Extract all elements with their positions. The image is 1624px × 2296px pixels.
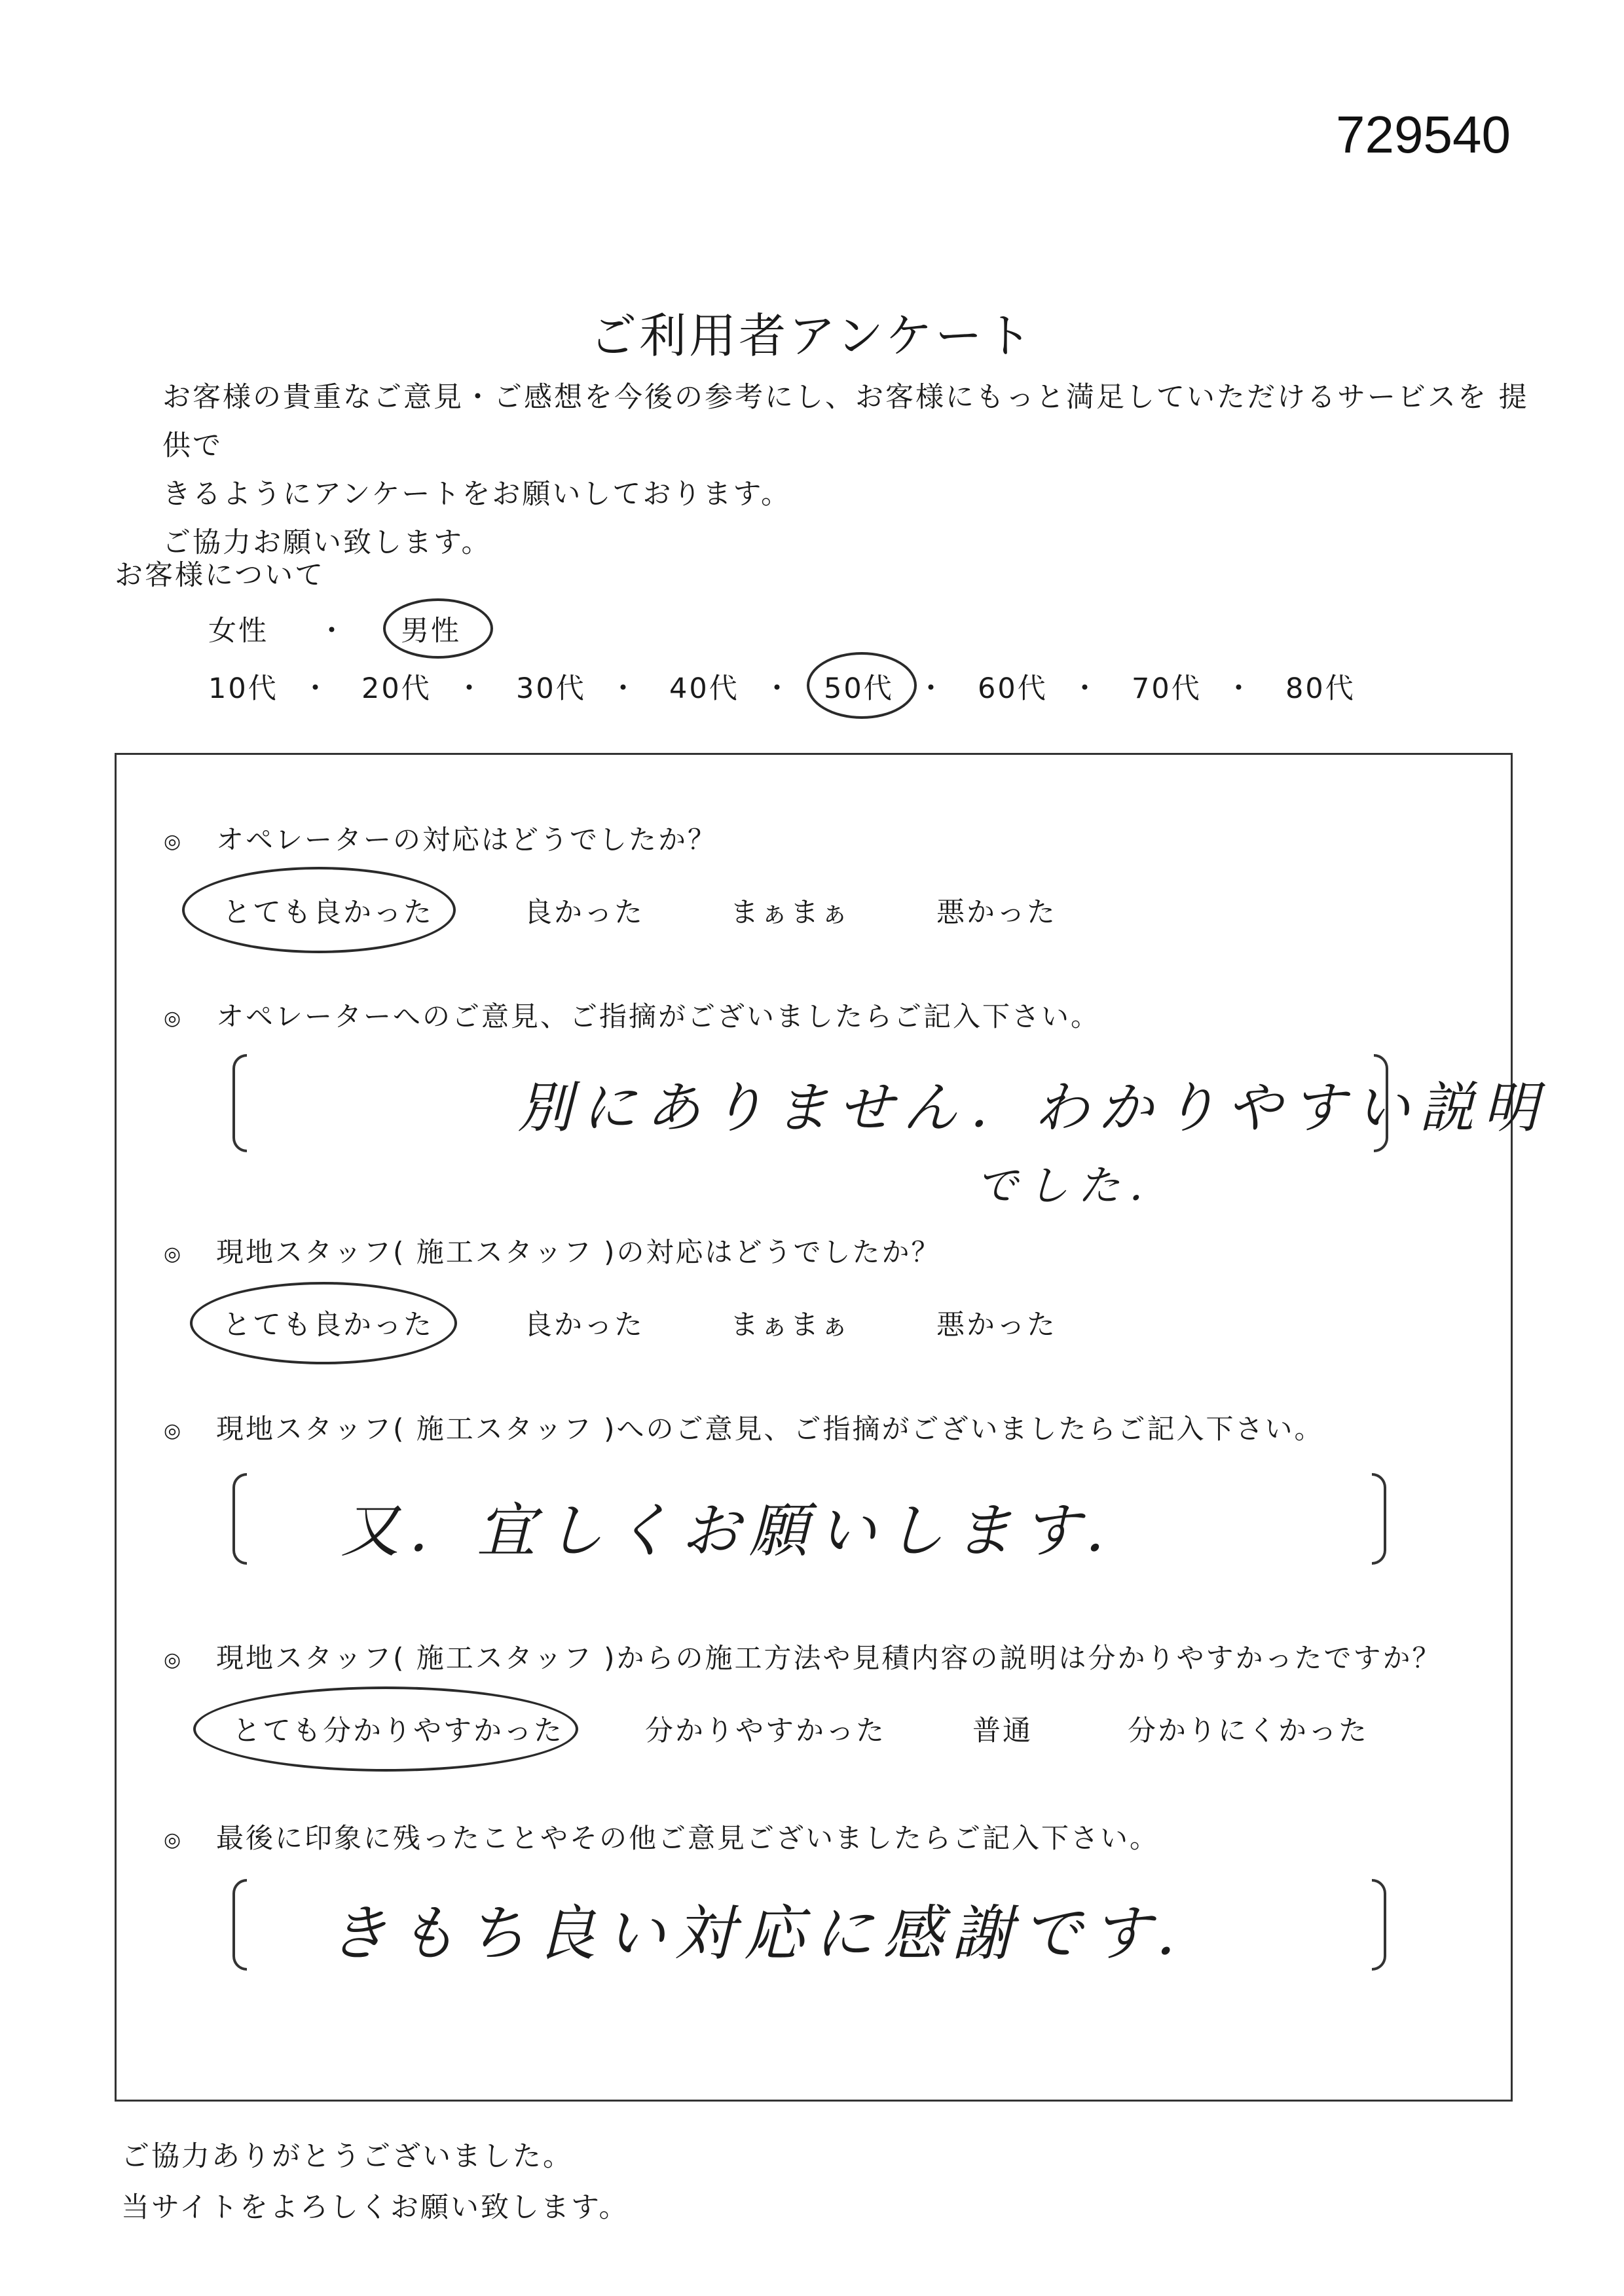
document-id: 729540	[1336, 105, 1511, 164]
question-5-options	[0, 1709, 1624, 1761]
option-very-good[interactable]: とても良かった	[223, 896, 434, 929]
question-text: オペレーターの対応はどうでしたか？	[216, 824, 718, 856]
age-option-30s[interactable]: 30代	[516, 672, 586, 705]
gender-option-female[interactable]: 女性	[208, 615, 268, 647]
option-clear[interactable]: 分かりやすかった	[645, 1715, 886, 1747]
age-option-10s[interactable]: 10代	[208, 672, 278, 705]
age-option-40s[interactable]: 40代	[669, 672, 739, 705]
question-text: 最後に印象に残ったことやその他ご意見ございましたらご記入下さい。	[216, 1822, 1160, 1854]
age-option-80s[interactable]: 80代	[1285, 672, 1356, 705]
handwritten-answer: きもち良い対応に感謝です．	[327, 1899, 1225, 1969]
question-text: 現地スタッフ( 施工スタッフ )へのご意見、ご指摘がございましたらご記入下さい。	[216, 1413, 1324, 1445]
option-good[interactable]: 良かった	[524, 1309, 644, 1341]
question-mark-icon: ◎	[164, 830, 183, 853]
separator: ・	[301, 672, 329, 705]
question-mark-icon: ◎	[164, 1007, 183, 1030]
option-very-clear[interactable]: とても分かりやすかった	[232, 1715, 564, 1747]
separator: ・	[455, 672, 483, 705]
separator: ・	[1225, 672, 1253, 705]
question-mark-icon: ◎	[164, 1419, 183, 1442]
option-good[interactable]: 良かった	[524, 896, 644, 929]
intro-text	[162, 373, 1551, 567]
gender-option-male[interactable]: 男性	[401, 615, 461, 647]
separator: ・	[763, 672, 791, 705]
question-final-comments	[164, 1817, 1159, 1856]
gender-options	[0, 609, 1624, 661]
separator: ・	[609, 672, 637, 705]
separator: ・	[917, 672, 945, 705]
footer-line: ご協力ありがとうございました。	[121, 2140, 573, 2173]
age-option-20s[interactable]: 20代	[361, 672, 432, 705]
question-operator-response	[164, 818, 717, 858]
question-1-options	[0, 890, 1624, 943]
question-mark-icon: ◎	[164, 1243, 183, 1266]
answer-bracket-left	[232, 1879, 247, 1971]
option-so-so[interactable]: まぁまぁ	[730, 1309, 851, 1341]
customer-section-label: お客様について	[115, 559, 325, 592]
question-staff-comments	[164, 1408, 1323, 1447]
question-text: オペレーターへのご意見、ご指摘がございましたらご記入下さい。	[216, 1000, 1101, 1032]
footer-text	[121, 2131, 629, 2233]
handwritten-answer: 別にありません．わかりやすい説明	[517, 1076, 1548, 1140]
separator: ・	[1071, 672, 1099, 705]
footer-line: 当サイトをよろしくお願い致します。	[121, 2191, 629, 2224]
age-options	[0, 666, 1624, 719]
option-so-so[interactable]: まぁまぁ	[730, 896, 851, 929]
page-title: ご利用者アンケート	[589, 308, 1035, 363]
question-3-options	[0, 1303, 1624, 1355]
intro-line: きるようにアンケートをお願いしております。	[162, 478, 791, 511]
answer-bracket-left	[232, 1473, 247, 1565]
question-mark-icon: ◎	[164, 1829, 183, 1851]
intro-line: お客様の貴重なご意見・ご感想を今後の参考にし、お客様にもっと満足していただけるサービスを 提供で	[162, 381, 1529, 462]
option-bad[interactable]: 悪かった	[936, 1309, 1057, 1341]
age-option-50s[interactable]: 50代	[824, 672, 894, 705]
question-text: 現地スタッフ( 施工スタッフ )の対応はどうでしたか？	[216, 1236, 941, 1268]
handwritten-answer: でした．	[976, 1162, 1180, 1211]
answer-bracket-right	[1372, 1879, 1386, 1971]
question-mark-icon: ◎	[164, 1649, 183, 1671]
handwritten-answer: 又．宜しくお願いします．	[341, 1497, 1153, 1565]
age-option-60s[interactable]: 60代	[978, 672, 1048, 705]
option-very-good[interactable]: とても良かった	[223, 1309, 434, 1341]
question-text: 現地スタッフ( 施工スタッフ )からの施工方法や見積内容の説明は分かりやすかったですか？	[216, 1642, 1442, 1674]
question-staff-response	[164, 1231, 940, 1270]
answer-bracket-left	[232, 1054, 247, 1152]
option-bad[interactable]: 悪かった	[936, 896, 1057, 929]
intro-line: ご協力お願い致します。	[162, 526, 492, 559]
question-operator-comments	[164, 995, 1100, 1034]
question-explanation-clarity	[164, 1637, 1441, 1676]
age-option-70s[interactable]: 70代	[1132, 672, 1202, 705]
option-unclear[interactable]: 分かりにくかった	[1128, 1715, 1369, 1747]
answer-bracket-right	[1372, 1473, 1386, 1565]
separator: ・	[318, 615, 346, 647]
option-normal[interactable]: 普通	[972, 1715, 1033, 1747]
